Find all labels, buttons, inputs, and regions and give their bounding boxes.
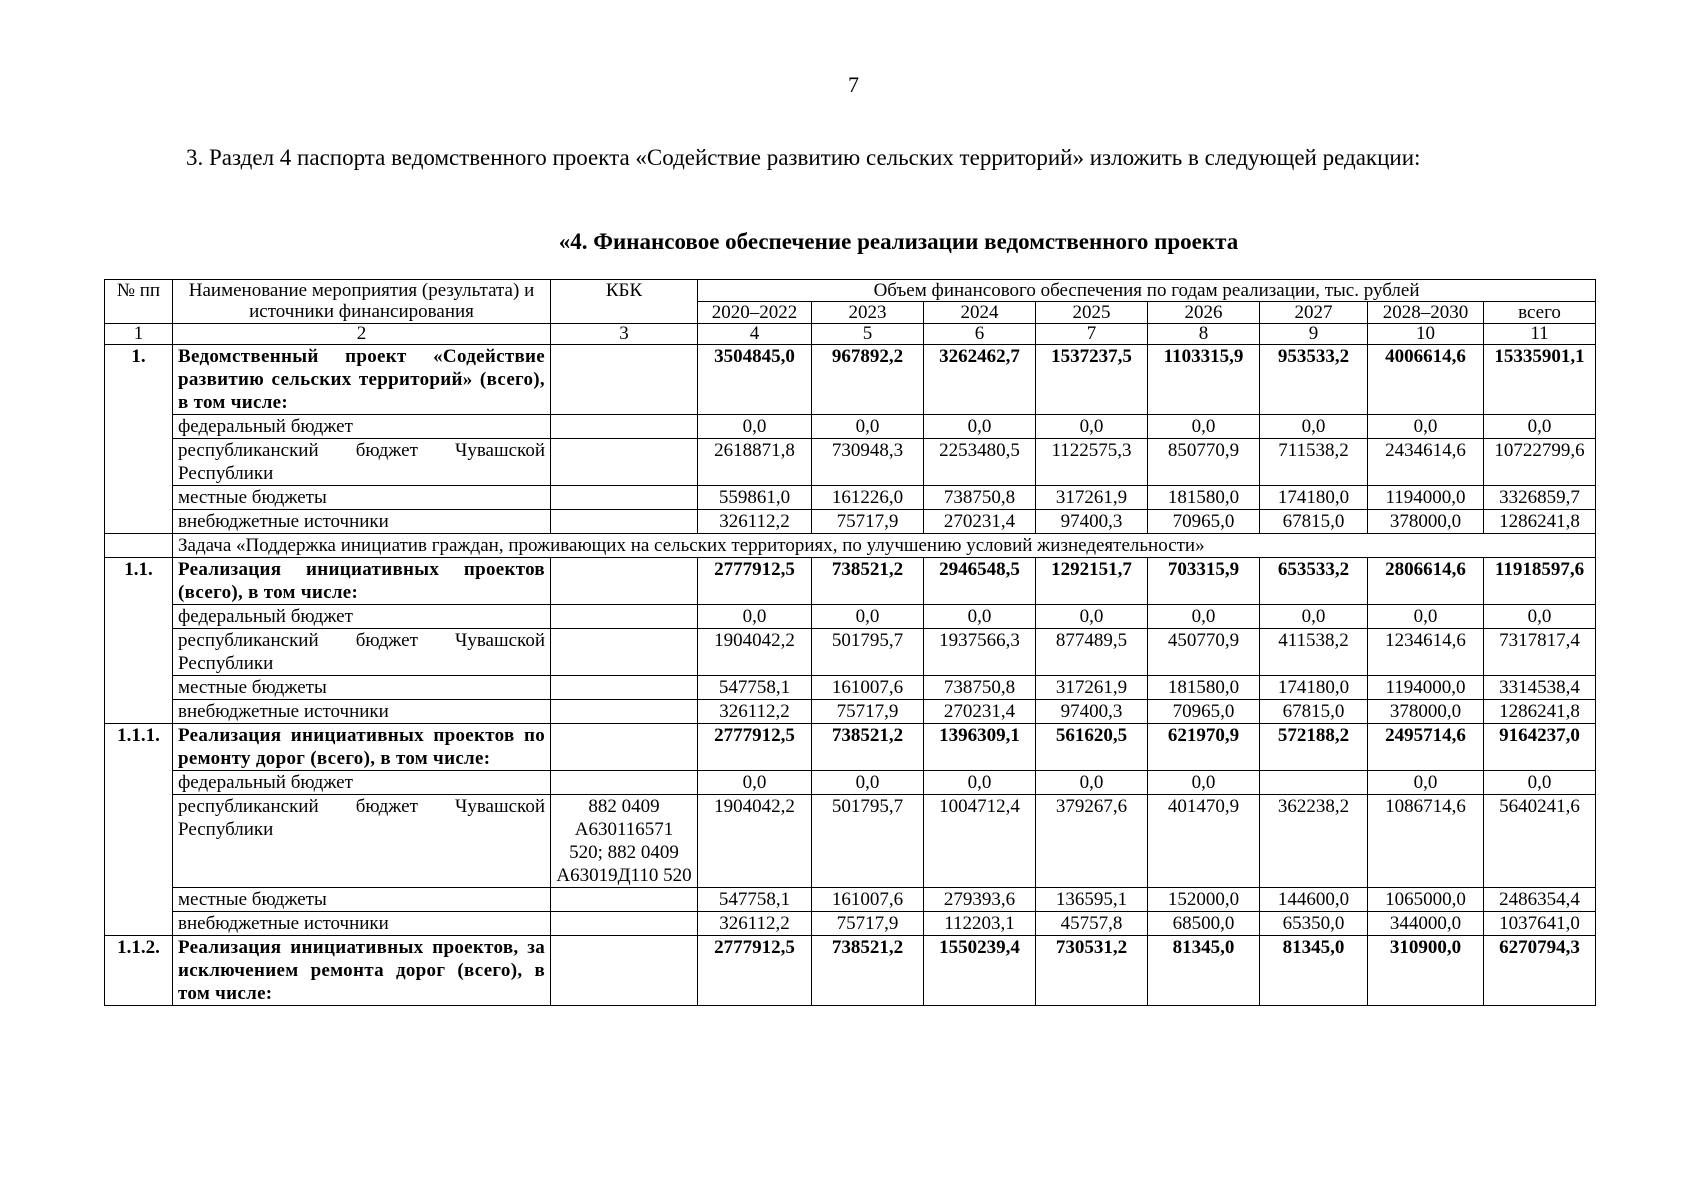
row-value: 270231,4 [924, 700, 1036, 724]
financing-table [104, 279, 1596, 1006]
row-value: 0,0 [698, 771, 812, 795]
row-value: 70965,0 [1148, 510, 1260, 534]
table-row-total [105, 724, 1596, 771]
header-row-1 [105, 280, 1596, 302]
table-row [105, 605, 1596, 629]
row-value: 317261,9 [1036, 486, 1148, 510]
row-value: 378000,0 [1368, 700, 1484, 724]
row-name: республиканский бюджет Чувашской Республики [173, 795, 551, 888]
row-value: 1537237,5 [1036, 345, 1148, 415]
row-value: 0,0 [698, 415, 812, 439]
row-name: республиканский бюджет Чувашской Республики [173, 439, 551, 486]
row-value: 174180,0 [1260, 676, 1368, 700]
row-kbk [551, 415, 698, 439]
row-kbk [551, 771, 698, 795]
row-value: 501795,7 [812, 629, 924, 676]
row-value: 144600,0 [1260, 888, 1368, 912]
row-value: 181580,0 [1148, 486, 1260, 510]
header-year: 2025 [1036, 302, 1148, 324]
table-row [105, 888, 1596, 912]
row-value: 344000,0 [1368, 912, 1484, 936]
row-value: 730948,3 [812, 439, 924, 486]
row-value: 3504845,0 [698, 345, 812, 415]
table-row-total [105, 936, 1596, 1006]
row-total-value: 1286241,8 [1484, 510, 1596, 534]
section-title: «4. Финансовое обеспечение реализации ведомственного проекта [558, 229, 1239, 254]
table-row [105, 771, 1596, 795]
row-number: 1. [105, 345, 173, 534]
row-value: 326112,2 [698, 510, 812, 534]
row-value: 0,0 [1036, 605, 1148, 629]
row-value: 0,0 [1368, 605, 1484, 629]
table-row [105, 795, 1596, 888]
row-name: республиканский бюджет Чувашской Республики [173, 629, 551, 676]
row-value: 97400,3 [1036, 700, 1148, 724]
table-row [105, 700, 1596, 724]
row-value: 621970,9 [1148, 724, 1260, 771]
row-value: 2777912,5 [698, 936, 812, 1006]
row-value: 75717,9 [812, 912, 924, 936]
row-value: 501795,7 [812, 795, 924, 888]
row-value: 953533,2 [1260, 345, 1368, 415]
row-value: 70965,0 [1148, 700, 1260, 724]
column-index: 10 [1368, 324, 1484, 345]
row-kbk [551, 439, 698, 486]
row-value: 547758,1 [698, 888, 812, 912]
header-name: Наименование мероприятия (результата) и источники финансирования [173, 280, 551, 324]
row-value: 0,0 [1260, 605, 1368, 629]
row-name: местные бюджеты [173, 486, 551, 510]
row-kbk [551, 700, 698, 724]
row-value: 326112,2 [698, 700, 812, 724]
row-value: 1550239,4 [924, 936, 1036, 1006]
intro-paragraph: 3. Раздел 4 паспорта ведомственного проекта «Содействие развитию сельских территорий» изложить в следующей редакции: [186, 145, 1421, 170]
row-value: 0,0 [698, 605, 812, 629]
row-value: 317261,9 [1036, 676, 1148, 700]
column-index: 6 [924, 324, 1036, 345]
row-value: 81345,0 [1148, 936, 1260, 1006]
column-index: 8 [1148, 324, 1260, 345]
column-index: 11 [1484, 324, 1596, 345]
row-value: 362238,2 [1260, 795, 1368, 888]
row-value: 2618871,8 [698, 439, 812, 486]
row-value: 738750,8 [924, 676, 1036, 700]
header-year: 2027 [1260, 302, 1368, 324]
row-name: Реализация инициативных проектов (всего), в том числе: [173, 558, 551, 605]
task-row [105, 534, 1596, 558]
row-value: 67815,0 [1260, 510, 1368, 534]
row-value: 75717,9 [812, 510, 924, 534]
row-kbk [551, 724, 698, 771]
row-value: 967892,2 [812, 345, 924, 415]
row-value: 0,0 [1148, 415, 1260, 439]
row-total-value: 2486354,4 [1484, 888, 1596, 912]
row-value: 738750,8 [924, 486, 1036, 510]
row-total-value: 15335901,1 [1484, 345, 1596, 415]
row-value: 45757,8 [1036, 912, 1148, 936]
row-kbk [551, 605, 698, 629]
row-value: 0,0 [1148, 605, 1260, 629]
row-kbk [551, 510, 698, 534]
column-index: 3 [551, 324, 698, 345]
row-value: 1234614,6 [1368, 629, 1484, 676]
row-value: 850770,9 [1148, 439, 1260, 486]
row-value: 1004712,4 [924, 795, 1036, 888]
row-name: внебюджетные источники [173, 510, 551, 534]
row-value: 0,0 [924, 415, 1036, 439]
row-total-value: 0,0 [1484, 771, 1596, 795]
row-value: 450770,9 [1148, 629, 1260, 676]
row-value: 2253480,5 [924, 439, 1036, 486]
row-kbk [551, 486, 698, 510]
row-value: 559861,0 [698, 486, 812, 510]
column-index: 2 [173, 324, 551, 345]
row-total-value: 10722799,6 [1484, 439, 1596, 486]
row-name: федеральный бюджет [173, 771, 551, 795]
row-total-value: 0,0 [1484, 415, 1596, 439]
row-value: 326112,2 [698, 912, 812, 936]
row-value: 0,0 [812, 415, 924, 439]
row-name: Реализация инициативных проектов по ремонту дорог (всего), в том числе: [173, 724, 551, 771]
table-row [105, 439, 1596, 486]
row-value: 3262462,7 [924, 345, 1036, 415]
row-value: 1904042,2 [698, 629, 812, 676]
task-cell: Задача «Поддержка инициатив граждан, проживающих на сельских территориях, по улучшению условий жизнедеятельности» [173, 534, 1596, 558]
row-value: 0,0 [924, 771, 1036, 795]
row-value: 4006614,6 [1368, 345, 1484, 415]
row-kbk: 882 0409 А630116571 520; 882 0409 А63019Д110 520 [551, 795, 698, 888]
row-name: Реализация инициативных проектов, за исключением ремонта дорог (всего), в том числе: [173, 936, 551, 1006]
header-kbk: КБК [551, 280, 698, 324]
row-value: 0,0 [1036, 415, 1148, 439]
row-value: 174180,0 [1260, 486, 1368, 510]
row-name: местные бюджеты [173, 676, 551, 700]
header-num: № пп [105, 280, 173, 324]
row-value: 378000,0 [1368, 510, 1484, 534]
row-number: 1.1.2. [105, 936, 173, 1006]
row-value: 2434614,6 [1368, 439, 1484, 486]
row-value [1260, 771, 1368, 795]
row-value: 738521,2 [812, 936, 924, 1006]
table-row [105, 510, 1596, 534]
row-kbk [551, 888, 698, 912]
row-value: 1904042,2 [698, 795, 812, 888]
row-total-value: 5640241,6 [1484, 795, 1596, 888]
row-value: 379267,6 [1036, 795, 1148, 888]
row-value: 0,0 [1148, 771, 1260, 795]
row-value: 161226,0 [812, 486, 924, 510]
row-value: 0,0 [812, 605, 924, 629]
row-value: 97400,3 [1036, 510, 1148, 534]
row-value: 2946548,5 [924, 558, 1036, 605]
row-value: 181580,0 [1148, 676, 1260, 700]
row-value: 2777912,5 [698, 558, 812, 605]
row-kbk [551, 629, 698, 676]
row-value: 136595,1 [1036, 888, 1148, 912]
row-value: 411538,2 [1260, 629, 1368, 676]
header-year: 2028–2030 [1368, 302, 1484, 324]
row-value: 75717,9 [812, 700, 924, 724]
row-total-value: 6270794,3 [1484, 936, 1596, 1006]
header-volume: Объем финансового обеспечения по годам реализации, тыс. рублей [698, 280, 1596, 302]
column-index: 4 [698, 324, 812, 345]
row-number: 1.1.1. [105, 724, 173, 936]
row-value: 730531,2 [1036, 936, 1148, 1006]
row-value: 1122575,3 [1036, 439, 1148, 486]
table-row [105, 629, 1596, 676]
row-value: 1396309,1 [924, 724, 1036, 771]
column-index: 9 [1260, 324, 1368, 345]
table-row [105, 676, 1596, 700]
row-value: 572188,2 [1260, 724, 1368, 771]
row-value: 0,0 [1368, 771, 1484, 795]
row-value: 0,0 [1036, 771, 1148, 795]
row-value: 703315,9 [1148, 558, 1260, 605]
row-value: 1103315,9 [1148, 345, 1260, 415]
row-value: 547758,1 [698, 676, 812, 700]
header-year: 2020–2022 [698, 302, 812, 324]
row-kbk [551, 345, 698, 415]
row-total-value: 9164237,0 [1484, 724, 1596, 771]
header-total: всего [1484, 302, 1596, 324]
header-year: 2026 [1148, 302, 1260, 324]
row-value: 2495714,6 [1368, 724, 1484, 771]
row-name: внебюджетные источники [173, 912, 551, 936]
column-index: 1 [105, 324, 173, 345]
row-total-value: 0,0 [1484, 605, 1596, 629]
column-index: 5 [812, 324, 924, 345]
row-name: внебюджетные источники [173, 700, 551, 724]
row-value: 67815,0 [1260, 700, 1368, 724]
row-total-value: 1286241,8 [1484, 700, 1596, 724]
row-kbk [551, 912, 698, 936]
page-number: 7 [848, 72, 859, 97]
row-value: 161007,6 [812, 676, 924, 700]
row-value: 0,0 [812, 771, 924, 795]
row-total-value: 3314538,4 [1484, 676, 1596, 700]
row-total-value: 7317817,4 [1484, 629, 1596, 676]
row-value: 738521,2 [812, 724, 924, 771]
table-row-total [105, 558, 1596, 605]
row-name: местные бюджеты [173, 888, 551, 912]
row-value: 0,0 [1368, 415, 1484, 439]
row-total-value: 3326859,7 [1484, 486, 1596, 510]
row-value: 711538,2 [1260, 439, 1368, 486]
row-value: 152000,0 [1148, 888, 1260, 912]
row-value: 1937566,3 [924, 629, 1036, 676]
task-num-cell [105, 534, 173, 558]
row-value: 68500,0 [1148, 912, 1260, 936]
row-total-value: 1037641,0 [1484, 912, 1596, 936]
row-value: 2806614,6 [1368, 558, 1484, 605]
row-value: 1065000,0 [1368, 888, 1484, 912]
row-value: 0,0 [924, 605, 1036, 629]
column-index: 7 [1036, 324, 1148, 345]
table-row [105, 912, 1596, 936]
header-year: 2023 [812, 302, 924, 324]
table-row [105, 486, 1596, 510]
row-value: 161007,6 [812, 888, 924, 912]
table-row-total [105, 345, 1596, 415]
row-value: 1194000,0 [1368, 676, 1484, 700]
row-value: 401470,9 [1148, 795, 1260, 888]
row-value: 279393,6 [924, 888, 1036, 912]
row-name: федеральный бюджет [173, 605, 551, 629]
row-kbk [551, 936, 698, 1006]
row-value: 1086714,6 [1368, 795, 1484, 888]
row-total-value: 11918597,6 [1484, 558, 1596, 605]
row-value: 1194000,0 [1368, 486, 1484, 510]
row-kbk [551, 558, 698, 605]
row-value: 81345,0 [1260, 936, 1368, 1006]
row-value: 310900,0 [1368, 936, 1484, 1006]
column-index-row [105, 324, 1596, 345]
row-value: 2777912,5 [698, 724, 812, 771]
row-name: Ведомственный проект «Содействие развитию сельских территорий» (всего), в том числе: [173, 345, 551, 415]
row-value: 877489,5 [1036, 629, 1148, 676]
row-value: 0,0 [1260, 415, 1368, 439]
row-name: федеральный бюджет [173, 415, 551, 439]
row-number: 1.1. [105, 558, 173, 724]
row-value: 65350,0 [1260, 912, 1368, 936]
row-value: 561620,5 [1036, 724, 1148, 771]
row-value: 112203,1 [924, 912, 1036, 936]
header-year: 2024 [924, 302, 1036, 324]
row-value: 1292151,7 [1036, 558, 1148, 605]
row-value: 653533,2 [1260, 558, 1368, 605]
row-kbk [551, 676, 698, 700]
row-value: 738521,2 [812, 558, 924, 605]
table-row [105, 415, 1596, 439]
row-value: 270231,4 [924, 510, 1036, 534]
